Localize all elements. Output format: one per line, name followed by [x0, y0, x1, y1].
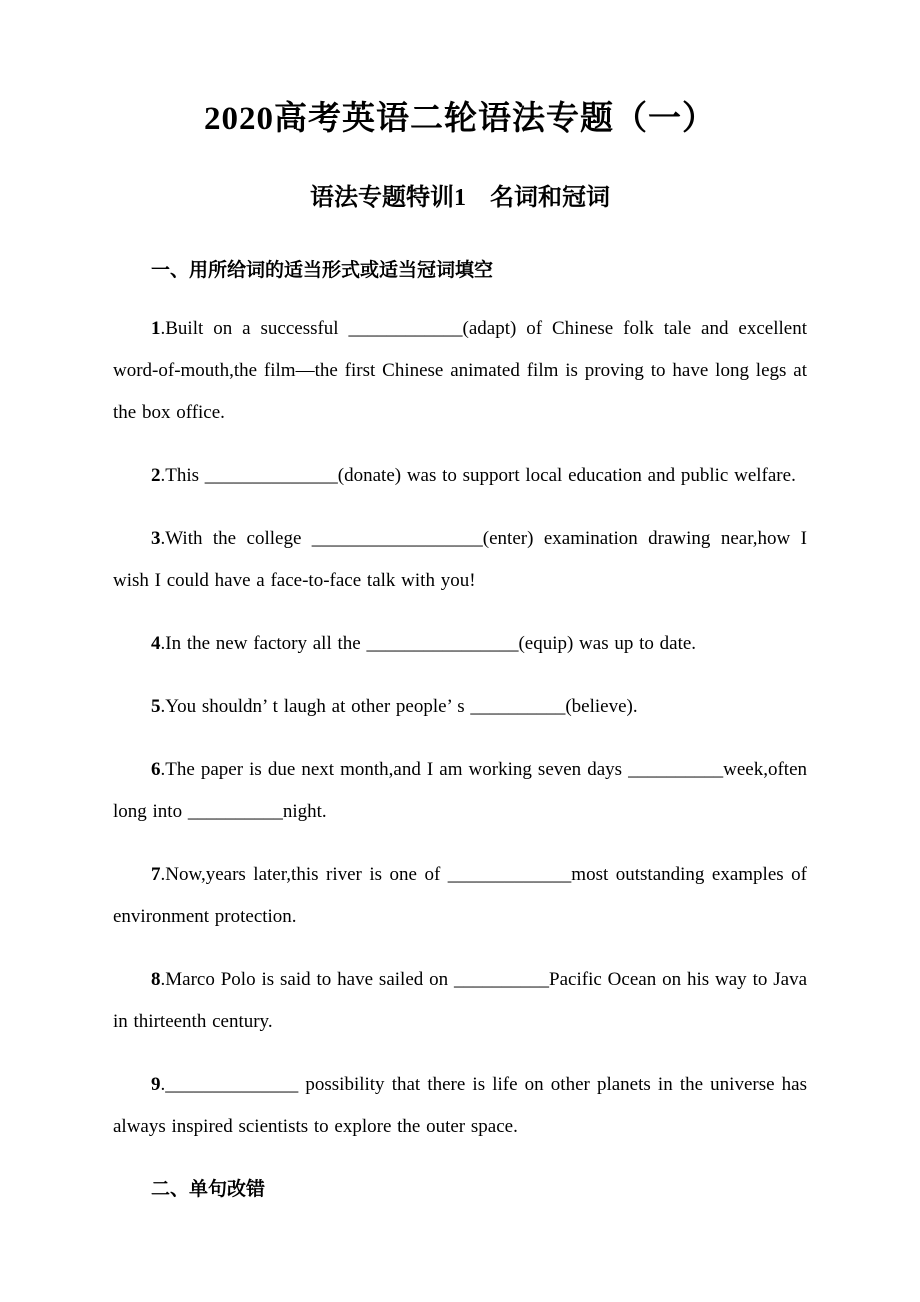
- question-text: .Now,years later,this river is one of _____________most outstanding examples of environment protection.: [113, 864, 807, 928]
- question-number: 8: [151, 969, 161, 991]
- question-item-1: [113, 308, 807, 434]
- question-text: .The paper is due next month,and I am working seven days __________week,often long into __________night.: [113, 759, 807, 823]
- section-heading-2: 二、单句改错: [151, 1179, 266, 1201]
- question-number: 3: [151, 528, 161, 550]
- question-item-4: [113, 623, 807, 665]
- question-text: .Marco Polo is said to have sailed on __________Pacific Ocean on his way to Java in thirteenth century.: [113, 969, 807, 1033]
- section-heading-1: 一、用所给词的适当形式或适当冠词填空: [151, 260, 494, 282]
- question-number: 5: [151, 696, 161, 718]
- question-number: 2: [151, 465, 161, 487]
- question-item-3: [113, 518, 807, 602]
- question-text: .______________ possibility that there is life on other planets in the universe has always inspired scientists to explore the outer space.: [113, 1074, 807, 1138]
- question-number: 1: [151, 318, 161, 340]
- question-text: .In the new factory all the ________________(equip) was up to date.: [160, 633, 697, 655]
- question-text: .This ______________(donate) was to support local education and public welfare.: [160, 465, 796, 487]
- question-text: .Built on a successful ____________(adapt) of Chinese folk tale and excellent word-of-mouth,the film—the first Chinese animated film is proving to have long legs at the box office.: [113, 318, 807, 424]
- question-number: 6: [151, 759, 161, 781]
- question-item-5: [113, 686, 807, 728]
- page-subtitle: 语法专题特训1 名词和冠词: [310, 184, 610, 211]
- question-item-7: [113, 854, 807, 938]
- question-number: 7: [151, 864, 161, 886]
- question-number: 9: [151, 1074, 161, 1096]
- question-item-9: [113, 1064, 807, 1148]
- question-item-8: [113, 959, 807, 1043]
- question-number: 4: [151, 633, 161, 655]
- question-item-6: [113, 749, 807, 833]
- question-text: .With the college __________________(enter) examination drawing near,how I wish I could have a face-to-face talk with you!: [113, 528, 807, 592]
- page-title: 2020高考英语二轮语法专题（一）: [204, 101, 716, 137]
- question-text: .You shouldn’ t laugh at other people’ s __________(believe).: [160, 696, 638, 718]
- question-item-2: [113, 455, 807, 497]
